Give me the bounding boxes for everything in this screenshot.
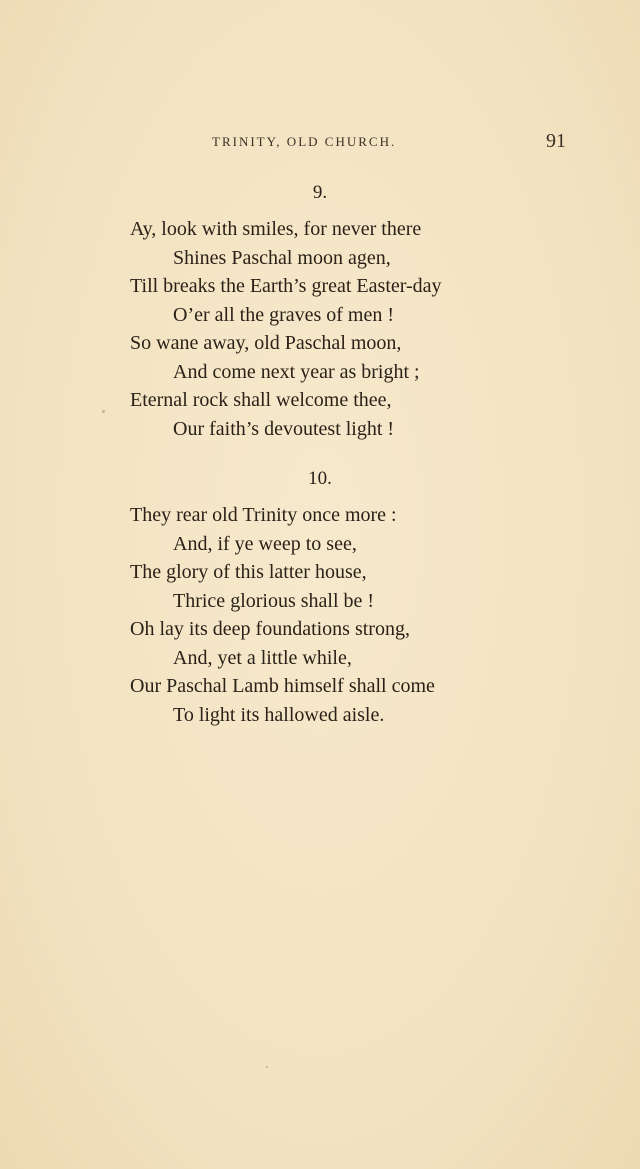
verse-line: Eternal rock shall welcome thee,	[130, 389, 392, 411]
verse-line: So wane away, old Paschal moon,	[130, 332, 402, 354]
verse-line: Shines Paschal moon agen,	[173, 247, 391, 269]
verse-line: They rear old Trinity once more :	[130, 504, 397, 526]
verse-line: O’er all the graves of men !	[173, 304, 395, 326]
page-number: 91	[546, 130, 566, 152]
verse-line: Ay, look with smiles, for never there	[130, 218, 422, 240]
stanza-number: 9.	[312, 182, 328, 203]
running-title: TRINITY, OLD CHURCH.	[212, 134, 397, 149]
verse-line: And, if ye weep to see,	[173, 533, 357, 555]
verse-line: And come next year as bright ;	[173, 361, 420, 383]
stanza-number: 10.	[308, 468, 332, 489]
verse-line: Oh lay its deep foundations strong,	[130, 618, 410, 640]
verse-line: Thrice glorious shall be !	[173, 590, 375, 612]
paper-speck	[266, 1066, 268, 1068]
verse-line: Our faith’s devoutest light !	[173, 418, 395, 440]
verse-line: Till breaks the Earth’s great Easter-day	[130, 275, 442, 297]
verse-line: To light its hallowed aisle.	[173, 704, 385, 726]
verse-line: Our Paschal Lamb himself shall come	[130, 675, 435, 697]
verse-line: The glory of this latter house,	[130, 561, 367, 583]
paper-speck	[102, 410, 105, 413]
verse-line: And, yet a little while,	[173, 647, 352, 669]
